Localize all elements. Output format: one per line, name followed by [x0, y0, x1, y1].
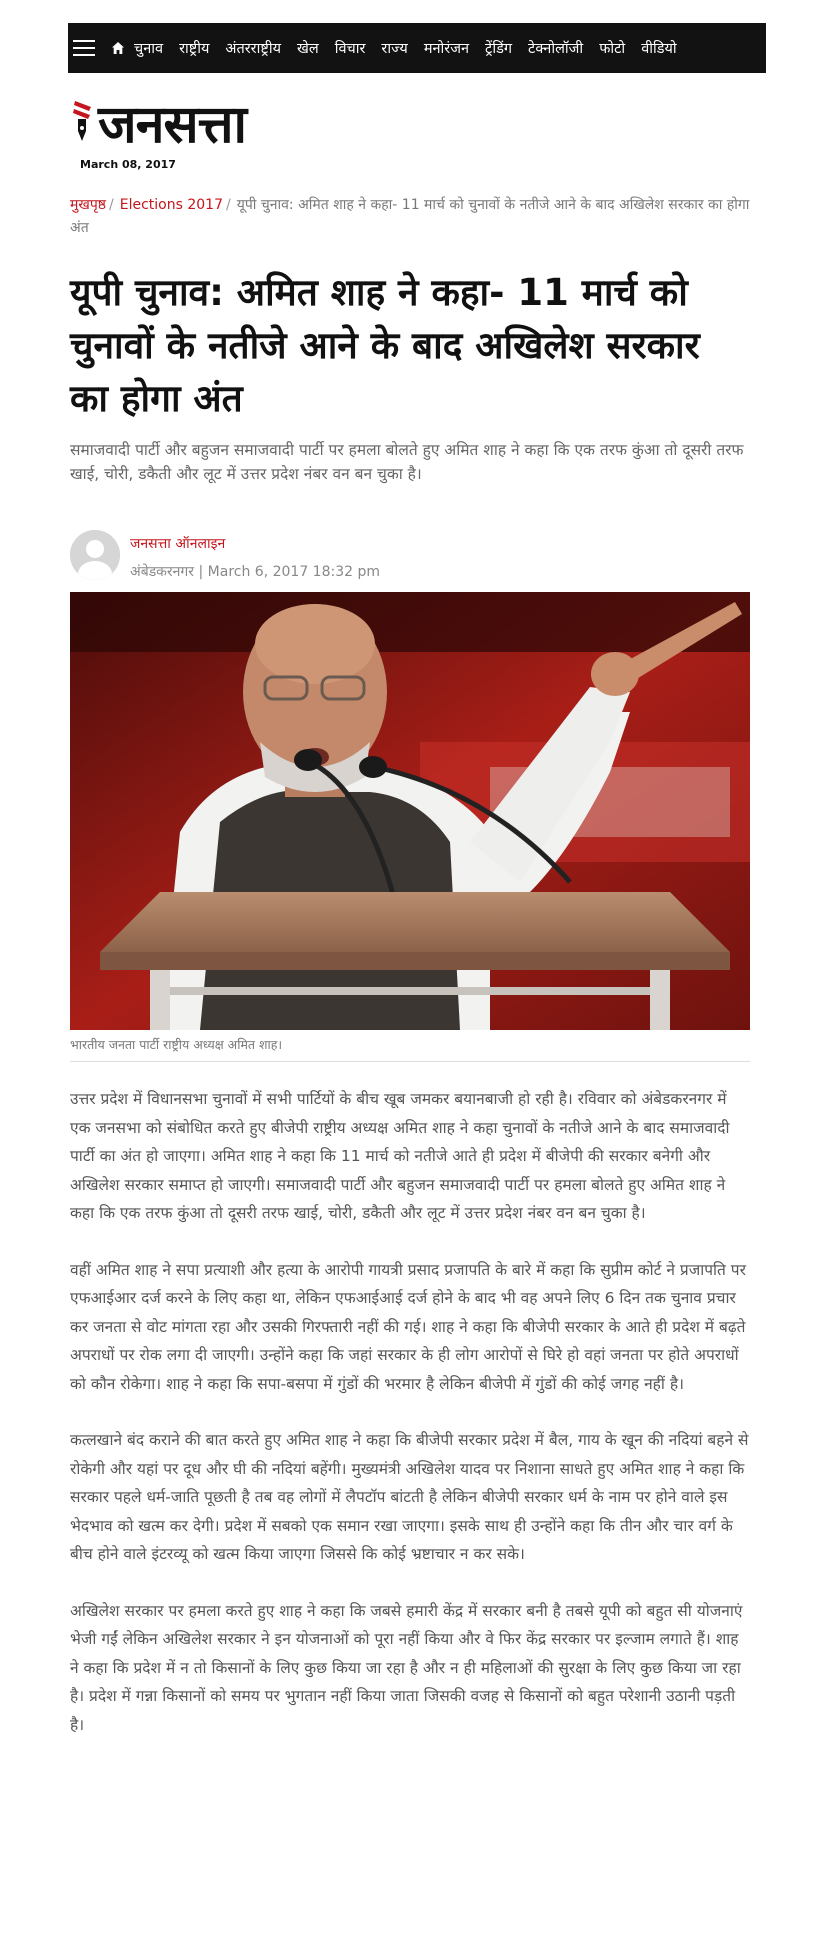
nav-item-chunav[interactable]: चुनाव — [134, 41, 164, 57]
nav-item-photo[interactable]: फोटो — [599, 41, 626, 57]
logo-wordmark: जनसत्ता — [98, 94, 246, 155]
article-paragraph: उत्तर प्रदेश में विधानसभा चुनावों में सभी पार्टियों के बीच खूब जमकर बयानबाजी हो रही है। रविवार को अंबेडकरनगर में एक जनसभा को संबोधित करते हुए बीजेपी राष्ट्रीय अध्यक्ष अमित शाह ने कहा चुनावों के नतीजे आने के बाद समाजवादी पार्टी का अंत हो जाएगा। अमित शाह ने कहा कि 11 मार्च को नतीजे आते ही प्रदेश में बीजेपी की सरकार बनेगी और अखिलेश सरकार समाप्त हो जाएगी। समाजवादी पार्टी और बहुजन समाजवादी पार्टी पर हमला बोलते हुए अमित शाह ने कहा कि एक तरफ कुंआ तो दूसरी तरफ खाई, चोरी, डकैती और लूट में उत्तर प्रदेश नंबर वन बन चुका है। — [70, 1090, 730, 1222]
home-icon[interactable] — [111, 41, 125, 55]
nav-item-manoranjan[interactable]: मनोरंजन — [423, 41, 470, 57]
article-meta — [130, 562, 380, 581]
nav-item-technology[interactable]: टेक्नोलॉजी — [528, 41, 584, 57]
article-title: यूपी चुनाव: अमित शाह ने कहा- 11 मार्च को चुनावों के नतीजे आने के बाद अखिलेश सरकार का होगा अंत — [70, 271, 700, 420]
article-summary: समाजवादी पार्टी और बहुजन समाजवादी पार्टी पर हमला बोलते हुए अमित शाह ने कहा कि एक तरफ कुंआ तो दूसरी तरफ खाई, चोरी, डकैती और लूट में उत्तर प्रदेश नंबर वन बन चुका है। — [70, 441, 744, 483]
image-caption: भारतीय जनता पार्टी राष्ट्रीय अध्यक्ष अमित शाह। — [70, 1037, 283, 1052]
nav-item-trending[interactable]: ट्रेंडिंग — [485, 41, 513, 57]
meta-separator: | — [198, 564, 204, 580]
article-body — [70, 1085, 750, 1767]
breadcrumb-section-link[interactable]: Elections 2017 — [119, 197, 223, 213]
article-datetime: March 6, 2017 18:32 pm — [207, 564, 381, 580]
nav-menu — [134, 38, 677, 58]
hamburger-menu-icon[interactable] — [73, 40, 95, 56]
nav-item-video[interactable]: वीडियो — [641, 41, 677, 57]
nav-item-khel[interactable]: खेल — [297, 41, 319, 57]
author-name-link[interactable]: जनसत्ता ऑनलाइन — [130, 536, 226, 552]
article-paragraph: वहीं अमित शाह ने सपा प्रत्याशी और हत्या के आरोपी गायत्री प्रसाद प्रजापति के बारे में कहा कि सुप्रीम कोर्ट ने प्रजापति पर एफआईआर दर्ज करने के लिए कहा था, लेकिन एफआईआई दर्ज होने के बाद भी वह अपने लिए 6 दिन तक चुनाव प्रचार कर जनता से वोट मांगता रहा और उसकी गिरफ्तारी नहीं की गई। शाह ने कहा कि बीजेपी सरकार के आते ही प्रदेश में बढ़ते अपराधों पर रोक लगा दी जाएगी। उन्होंने कहा कि जहां सरकार के ही लोग आरोपों से घिरे हो वहां जनता पर होते अपराधों को कौन रोकेगा। शाह ने कहा कि सपा-बसपा में गुंडों की भरमार है लेकिन बीजेपी में गुंडों की कोई जगह नहीं है। — [70, 1260, 746, 1393]
breadcrumb-separator: / — [109, 197, 114, 213]
breadcrumb-separator: / — [226, 197, 231, 213]
top-navbar — [68, 23, 766, 73]
user-avatar-icon — [70, 530, 120, 580]
breadcrumb-current: यूपी चुनाव: अमित शाह ने कहा- 11 मार्च को चुनावों के नतीजे आने के बाद अखिलेश सरकार का होगा अंत — [70, 197, 750, 236]
article-location: अंबेडकरनगर — [130, 564, 195, 580]
nav-item-rashtriya[interactable]: राष्ट्रीय — [179, 41, 210, 57]
nav-item-antarrashtriya[interactable]: अंतरराष्ट्रीय — [225, 41, 281, 57]
breadcrumb-home-link[interactable]: मुखपृष्ठ — [70, 197, 107, 213]
pen-nib-logo-icon — [72, 101, 94, 143]
speaker-photo — [70, 592, 750, 1030]
nav-item-rajya[interactable]: राज्य — [381, 41, 408, 57]
header-date: March 08, 2017 — [80, 158, 176, 171]
nav-item-vichar[interactable]: विचार — [334, 41, 366, 57]
breadcrumb — [70, 194, 750, 240]
author-avatar[interactable] — [70, 530, 120, 580]
article-featured-image[interactable] — [70, 592, 750, 1030]
author-byline — [70, 530, 670, 582]
article-paragraph: कत्लखाने बंद कराने की बात करते हुए अमित शाह ने कहा कि बीजेपी सरकार प्रदेश में बैल, गाय के खून की नदियां बहने से रोकेगी और यहां पर दूध और घी की नदियां बहेंगी। मुख्यमंत्री अखिलेश यादव पर निशाना साधते हुए अमित शाह ने कहा कि सरकार पहले धर्म-जाति पूछती है तब वह लोगों में लैपटॉप बांटती है लेकिन बीजेपी सरकार धर्म के नाम पर होने वाले इस भेदभाव को खत्म कर देगी। प्रदेश में सबको एक समान रखा जाएगा। इसके साथ ही उन्होंने कहा कि तीन और चार वर्ग के बीच होने वाले इंटरव्यू को खत्म किया जाएगा जिससे कि कोई भ्रष्टाचार न कर सके। — [70, 1431, 749, 1563]
caption-divider — [70, 1061, 750, 1062]
article-paragraph: अखिलेश सरकार पर हमला करते हुए शाह ने कहा कि जबसे हमारी केंद्र में सरकार बनी है तबसे यूपी को बहुत सी योजनाएं भेजी गईं लेकिन अखिलेश सरकार ने इन योजनाओं को पूरा नहीं किया और वे फिर केंद्र सरकार पर इल्जाम लगाते हैं। शाह ने कहा कि प्रदेश में न तो किसानों के लिए कुछ किया जा रहा है और न ही महिलाओं की सुरक्षा के लिए कुछ किया जा रहा है। प्रदेश में गन्ना किसानों को समय पर भुगतान नहीं किया जाता जिसकी वजह से किसानों को बहुत परेशानी उठानी पड़ती है। — [70, 1601, 743, 1734]
